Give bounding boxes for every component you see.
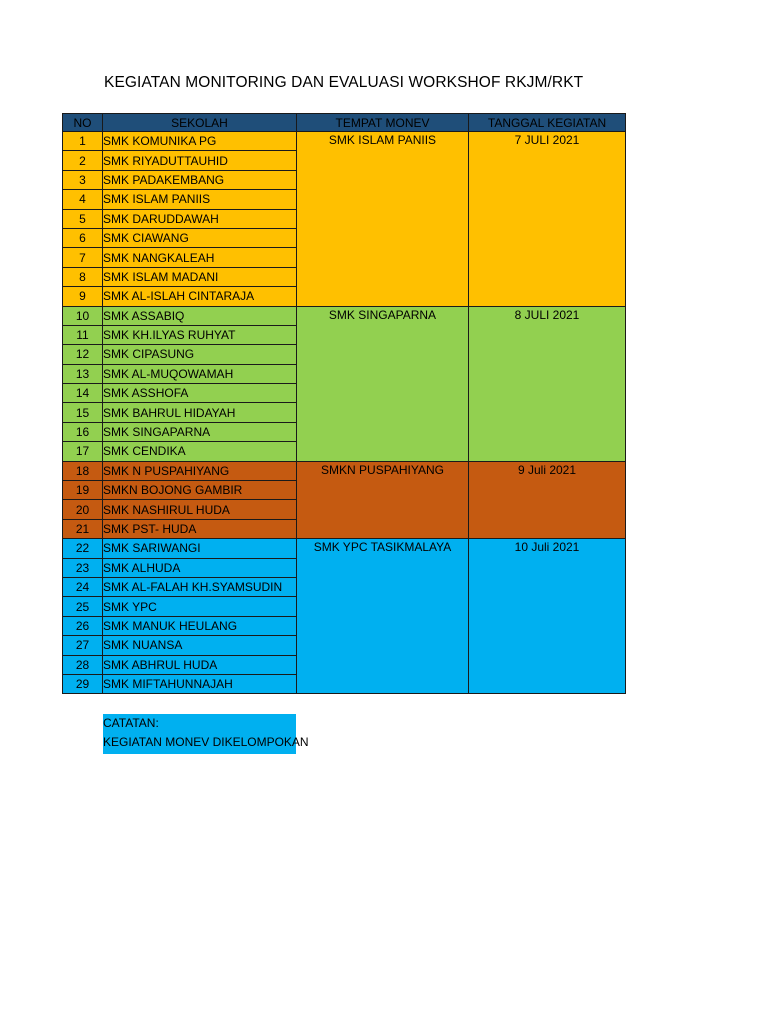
school-name: SMK AL-MUQOWAMAH [103, 364, 297, 383]
school-name: SMK ISLAM MADANI [103, 267, 297, 286]
school-name: SMK NASHIRUL HUDA [103, 500, 297, 519]
row-number: 16 [63, 422, 103, 441]
header-tanggal-kegiatan: TANGGAL KEGIATAN [469, 114, 626, 132]
school-name: SMK N PUSPAHIYANG [103, 461, 297, 480]
school-name: SMK CIAWANG [103, 228, 297, 247]
school-name: SMK SINGAPARNA [103, 422, 297, 441]
school-name: SMK MANUK HEULANG [103, 616, 297, 635]
school-name: SMK SARIWANGI [103, 539, 297, 558]
school-name: SMK AL-ISLAH CINTARAJA [103, 287, 297, 306]
table-row [63, 539, 626, 558]
table-row [63, 132, 626, 151]
school-name: SMK MIFTAHUNNAJAH [103, 674, 297, 693]
row-number: 17 [63, 442, 103, 461]
row-number: 7 [63, 248, 103, 267]
row-number: 11 [63, 325, 103, 344]
note-box [103, 714, 309, 754]
table-row [63, 461, 626, 480]
school-name: SMK PST- HUDA [103, 519, 297, 538]
school-name: SMK CENDIKA [103, 442, 297, 461]
activity-date: 10 Juli 2021 [469, 539, 626, 694]
table-body [63, 132, 626, 694]
activity-date: 9 Juli 2021 [469, 461, 626, 539]
row-number: 27 [63, 636, 103, 655]
school-name: SMK AL-FALAH KH.SYAMSUDIN [103, 577, 297, 596]
row-number: 20 [63, 500, 103, 519]
activity-date: 8 JULI 2021 [469, 306, 626, 461]
table-header-row [63, 114, 626, 132]
row-number: 19 [63, 481, 103, 500]
row-number: 21 [63, 519, 103, 538]
header-no: NO [63, 114, 103, 132]
row-number: 9 [63, 287, 103, 306]
school-name: SMK KOMUNIKA PG [103, 132, 297, 151]
row-number: 25 [63, 597, 103, 616]
school-name: SMK ASSHOFA [103, 384, 297, 403]
school-name: SMK ABHRUL HUDA [103, 655, 297, 674]
row-number: 15 [63, 403, 103, 422]
note-heading: CATATAN: [103, 716, 159, 730]
activity-date: 7 JULI 2021 [469, 132, 626, 307]
row-number: 10 [63, 306, 103, 325]
row-number: 6 [63, 228, 103, 247]
school-name: SMK YPC [103, 597, 297, 616]
row-number: 24 [63, 577, 103, 596]
row-number: 2 [63, 151, 103, 170]
header-tempat-monev: TEMPAT MONEV [297, 114, 469, 132]
row-number: 12 [63, 345, 103, 364]
school-name: SMK RIYADUTTAUHID [103, 151, 297, 170]
row-number: 8 [63, 267, 103, 286]
monev-schedule-table [62, 113, 626, 694]
school-name: SMK NUANSA [103, 636, 297, 655]
row-number: 3 [63, 170, 103, 189]
school-name: SMK ALHUDA [103, 558, 297, 577]
school-name: SMK BAHRUL HIDAYAH [103, 403, 297, 422]
row-number: 14 [63, 384, 103, 403]
school-name: SMK ISLAM PANIIS [103, 190, 297, 209]
school-name: SMK NANGKALEAH [103, 248, 297, 267]
table-row [63, 306, 626, 325]
row-number: 1 [63, 132, 103, 151]
document-title: KEGIATAN MONITORING DAN EVALUASI WORKSHOF RKJM/RKT [104, 74, 584, 91]
row-number: 18 [63, 461, 103, 480]
school-name: SMKN BOJONG GAMBIR [103, 481, 297, 500]
row-number: 5 [63, 209, 103, 228]
monev-location: SMKN PUSPAHIYANG [297, 461, 469, 539]
header-sekolah: SEKOLAH [103, 114, 297, 132]
school-name: SMK PADAKEMBANG [103, 170, 297, 189]
school-name: SMK CIPASUNG [103, 345, 297, 364]
monev-location: SMK ISLAM PANIIS [297, 132, 469, 307]
row-number: 22 [63, 539, 103, 558]
row-number: 29 [63, 674, 103, 693]
row-number: 23 [63, 558, 103, 577]
row-number: 13 [63, 364, 103, 383]
school-name: SMK ASSABIQ [103, 306, 297, 325]
monev-location: SMK YPC TASIKMALAYA [297, 539, 469, 694]
row-number: 26 [63, 616, 103, 635]
row-number: 4 [63, 190, 103, 209]
school-name: SMK KH.ILYAS RUHYAT [103, 325, 297, 344]
monev-location: SMK SINGAPARNA [297, 306, 469, 461]
note-text: KEGIATAN MONEV DIKELOMPOKAN [103, 735, 309, 749]
school-name: SMK DARUDDAWAH [103, 209, 297, 228]
row-number: 28 [63, 655, 103, 674]
